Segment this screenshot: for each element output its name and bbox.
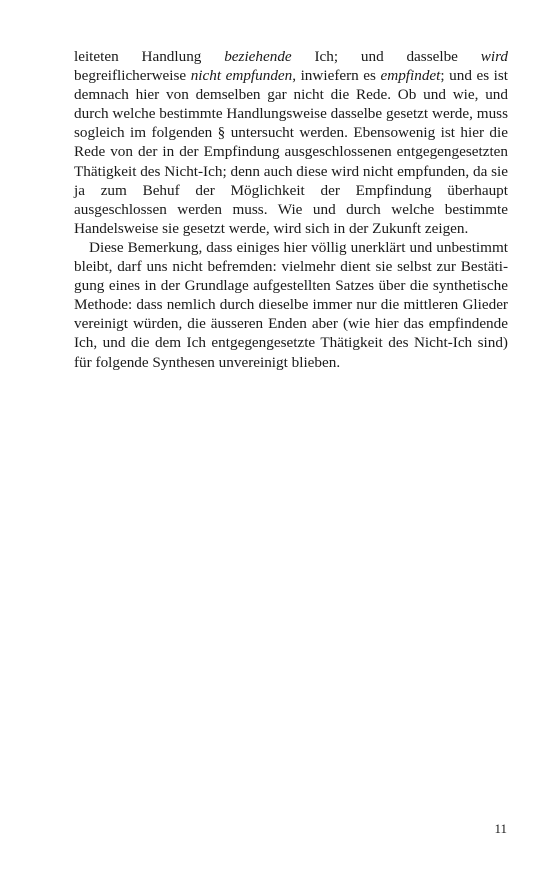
body-text xyxy=(74,47,508,372)
text-run: ; und es ist demnach hier von demselben gar nicht die Rede. Ob und wie, und durch welche bestimmte Handlungsweise dasselbe gesetzt werde, muss sogleich im folgenden § untersucht werden. Ebensowenig ist hier die Rede von der in der Empfindung ausgeschlossenen entgegengesetzten Thätigkeit des Nicht-Ich; denn auch diese wird nicht empfunden, da sie ja zum Behuf der Möglichkeit der Empfindung überhaupt ausgeschlossen werden muss. Wie und durch welche bestimmte Handelsweise sie gesetzt werde, wird sich in der Zukunft zeigen. xyxy=(74,67,508,237)
text-run: Ich; und dasselbe xyxy=(291,48,481,65)
text-run: begreiflicherweise xyxy=(74,67,191,85)
paragraph-1 xyxy=(74,47,508,238)
text-run: leiteten Handlung xyxy=(74,48,225,65)
text-run: , inwiefern es xyxy=(292,67,381,85)
paragraph-2: Diese Bemerkung, dass einiges hier völlig unerklärt und unbestimmt bleibt, darf uns nicht befremden: vielmehr dient sie selbst zur Bestätigung eines in der Grundlage aufgestellten Satzes über die synthetische Methode: dass nemlich durch dieselbe immer nur die mittleren Glieder vereinigt würden, die äusseren Enden aber (wie hier das empfindende Ich, und die dem Ich entgegengesetzte Thätigkeit des Nicht-Ich sind) für folgende Synthesen unvereinigt blieben. xyxy=(74,238,508,371)
emphasis-wird: wird xyxy=(480,48,509,65)
page-number: 11 xyxy=(494,821,507,836)
emphasis-beziehende: beziehende xyxy=(224,48,292,65)
emphasis-empfindet: empfindet xyxy=(380,67,441,85)
emphasis-nicht-empfunden: nicht empfunden xyxy=(190,67,293,85)
